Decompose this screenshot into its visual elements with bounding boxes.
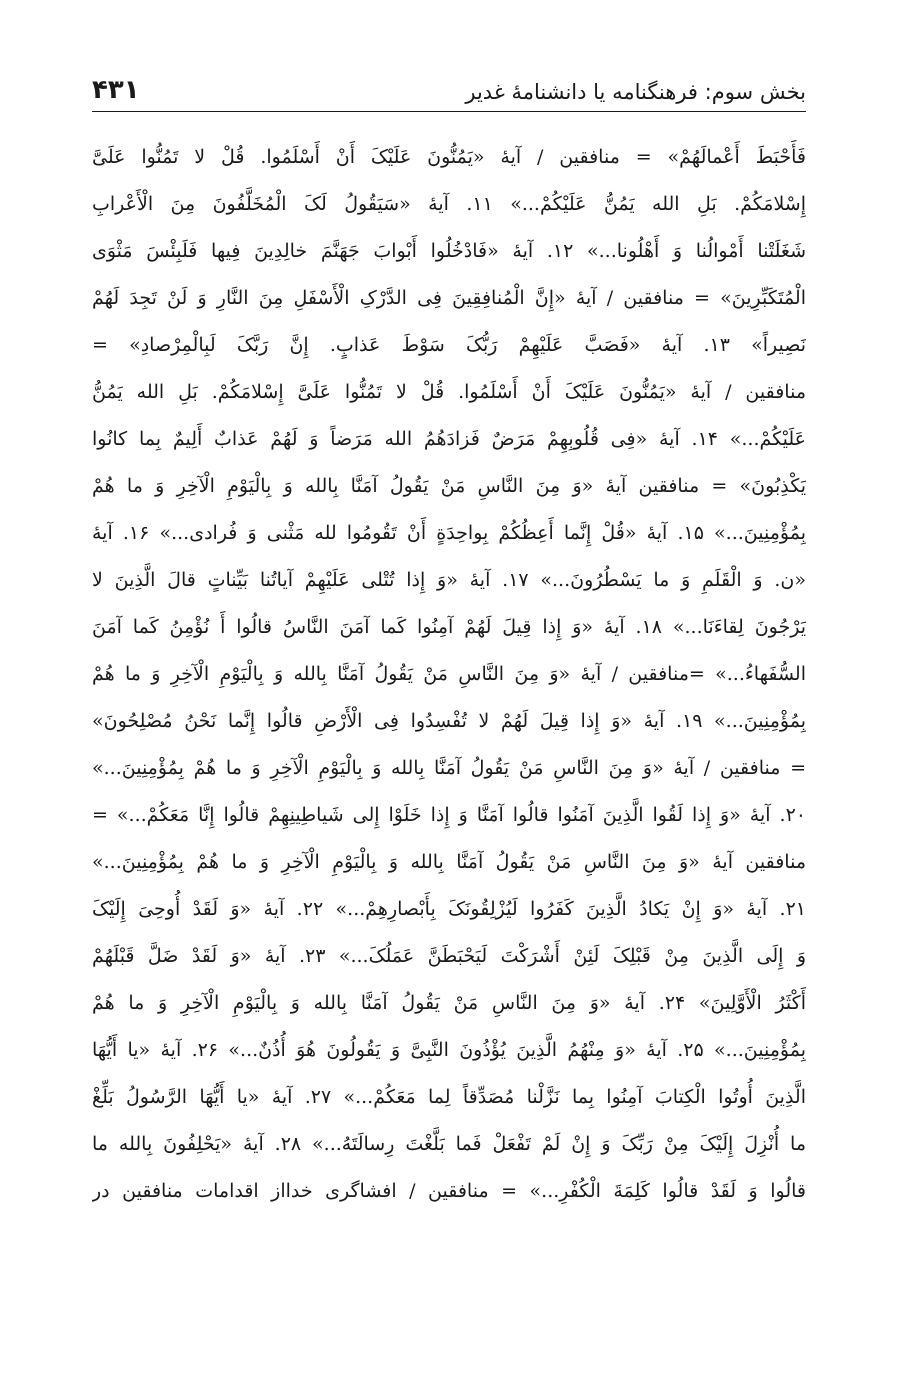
text-line: نَصِیراً» ۱۳. آیهٔ «فَصَبَّ عَلَیْهِمْ رَبُّکَ سَوْطَ عَذابٍ. إِنَّ رَبَّکَ لَبِالْمِرْصادِ» = <box>92 334 806 356</box>
text-line: بِمُؤْمِنِینَ...» ۱۹. آیهٔ «وَ إِذا قِیلَ لَهُمْ لا تُفْسِدُوا فِی الْأَرْضِ قالُوا إِنَّما نَحْنُ مُصْلِحُونَ» <box>92 710 806 732</box>
text-line: الْمُتَکَبِّرِینَ» = منافقین / آیهٔ «إِنَّ الْمُنافِقِینَ فِی الدَّرْکِ الْأَسْفَلِ مِنَ النَّارِ وَ لَنْ تَجِدَ لَهُمْ <box>92 287 806 309</box>
text-line: منافقین / آیهٔ «یَمُنُّونَ عَلَیْکَ أَنْ أَسْلَمُوا. قُلْ لا تَمُنُّوا عَلَیَّ إِسْلامَکُمْ. بَلِ الله یَمُنُّ <box>92 381 806 403</box>
text-line: ما أُنْزِلَ إِلَیْکَ مِنْ رَبِّکَ وَ إِنْ لَمْ تَفْعَلْ فَما بَلَّغْتَ رِسالَتَهُ...» ۲۸. آیهٔ «یَحْلِفُونَ بِالله ما <box>92 1133 806 1155</box>
text-line: شَغَلَتْنا أَمْوالُنا وَ أَهْلُونا...» ۱۲. آیهٔ «فَادْخُلُوا أَبْوابَ جَهَنَّمَ خالِدِینَ فِیها فَلَبِئْسَ مَثْوَی <box>92 240 806 262</box>
text-line: بِمُؤْمِنِینَ...» ۲۵. آیهٔ «وَ مِنْهُمُ الَّذِینَ یُؤْذُونَ النَّبِیَّ وَ یَقُولُونَ هُوَ أُذُنٌ...» ۲۶. آیهٔ «یا أَیُّهَا <box>92 1039 806 1061</box>
body-text <box>92 134 806 1215</box>
text-line: قالُوا وَ لَقَدْ قالُوا کَلِمَةَ الْکُفْرِ...» = منافقین / افشاگری خدااز اقدامات منافقین در <box>92 1180 806 1202</box>
text-line: إِسْلامَکُمْ. بَلِ الله یَمُنُّ عَلَیْکُمْ...» ۱۱. آیهٔ «سَیَقُولُ لَکَ الْمُخَلَّفُونَ مِنَ الْأَعْرابِ <box>92 193 806 215</box>
text-line: وَ إِلَی الَّذِینَ مِنْ قَبْلِکَ لَئِنْ أَشْرَکْتَ لَیَحْبَطَنَّ عَمَلُکَ...» ۲۳. آیهٔ «وَ لَقَدْ ضَلَّ قَبْلَهُمْ <box>92 945 806 967</box>
text-line: = منافقین / آیهٔ «وَ مِنَ النَّاسِ مَنْ یَقُولُ آمَنَّا بِالله وَ بِالْیَوْمِ الْآخِرِ وَ ما هُمْ بِمُؤْمِنِینَ...» <box>92 757 806 779</box>
running-head <box>92 60 806 112</box>
page-number: ۴۳۱ <box>92 75 140 106</box>
text-line: یَرْجُونَ لِقاءَنَا...» ۱۸. آیهٔ «وَ إِذا قِیلَ لَهُمْ آمِنُوا کَما آمَنَ النَّاسُ قالُوا أَ نُؤْمِنُ کَما آمَنَ <box>92 616 806 638</box>
text-line: بِمُؤْمِنِینَ...» ۱۵. آیهٔ «قُلْ إِنَّما أَعِظُکُمْ بِواحِدَةٍ أَنْ تَقُومُوا لله مَثْنی وَ فُرادی...» ۱۶. آیهٔ <box>92 522 806 544</box>
text-line: فَأَحْبَطَ أَعْمالَهُمْ» = منافقین / آیهٔ «یَمُنُّونَ عَلَیْکَ أَنْ أَسْلَمُوا. قُلْ لا تَمُنُّوا عَلَیَّ <box>92 146 806 168</box>
text-line: الَّذِینَ أُوتُوا الْکِتابَ آمِنُوا بِما نَزَّلْنا مُصَدِّقاً لِما مَعَکُمْ...» ۲۷. آیهٔ «یا أَیُّهَا الرَّسُولُ بَلِّغْ <box>92 1086 806 1108</box>
document-page <box>92 60 806 1360</box>
text-line: أَکْثَرُ الْأَوَّلِینَ» ۲۴. آیهٔ «وَ مِنَ النَّاسِ مَنْ یَقُولُ آمَنَّا بِالله وَ بِالْیَوْمِ الْآخِرِ وَ ما هُمْ <box>92 992 806 1014</box>
text-line: السُّفَهاءُ...» =منافقین / آیهٔ «وَ مِنَ النَّاسِ مَنْ یَقُولُ آمَنَّا بِالله وَ بِالْیَوْمِ الْآخِرِ وَ ما هُمْ <box>92 663 806 685</box>
text-line: منافقین آیهٔ «وَ مِنَ النَّاسِ مَنْ یَقُولُ آمَنَّا بِالله وَ بِالْیَوْمِ الْآخِرِ وَ ما هُمْ بِمُؤْمِنِینَ...» <box>92 851 806 873</box>
running-title: بخش سوم: فرهنگنامه یا دانشنامهٔ غدیر <box>465 79 806 104</box>
text-line: ۲۰. آیهٔ «وَ إِذا لَقُوا الَّذِینَ آمَنُوا قالُوا آمَنَّا وَ إِذا خَلَوْا إِلی شَیاطِینِهِمْ قالُوا إِنَّا مَعَکُمْ...» = <box>92 804 806 826</box>
text-line: ۲۱. آیهٔ «وَ إِنْ یَکادُ الَّذِینَ کَفَرُوا لَیُزْلِقُونَکَ بِأَبْصارِهِمْ...» ۲۲. آیهٔ «وَ لَقَدْ أُوحِیَ إِلَیْکَ <box>92 898 806 920</box>
text-line: یَکْذِبُونَ» = منافقین آیهٔ «وَ مِنَ النَّاسِ مَنْ یَقُولُ آمَنَّا بِالله وَ بِالْیَوْمِ الْآخِرِ وَ ما هُمْ <box>92 475 806 497</box>
text-line: عَلَیْکُمْ...» ۱۴. آیهٔ «فِی قُلُوبِهِمْ مَرَضٌ فَزادَهُمُ الله مَرَضاً وَ لَهُمْ عَذابٌ أَلِیمٌ بِما کانُوا <box>92 428 806 450</box>
text-line: «ن. وَ الْقَلَمِ وَ ما یَسْطُرُونَ...» ۱۷. آیهٔ «وَ إِذا تُتْلی عَلَیْهِمْ آیاتُنا بَیِّناتٍ قالَ الَّذِینَ لا <box>92 569 806 591</box>
